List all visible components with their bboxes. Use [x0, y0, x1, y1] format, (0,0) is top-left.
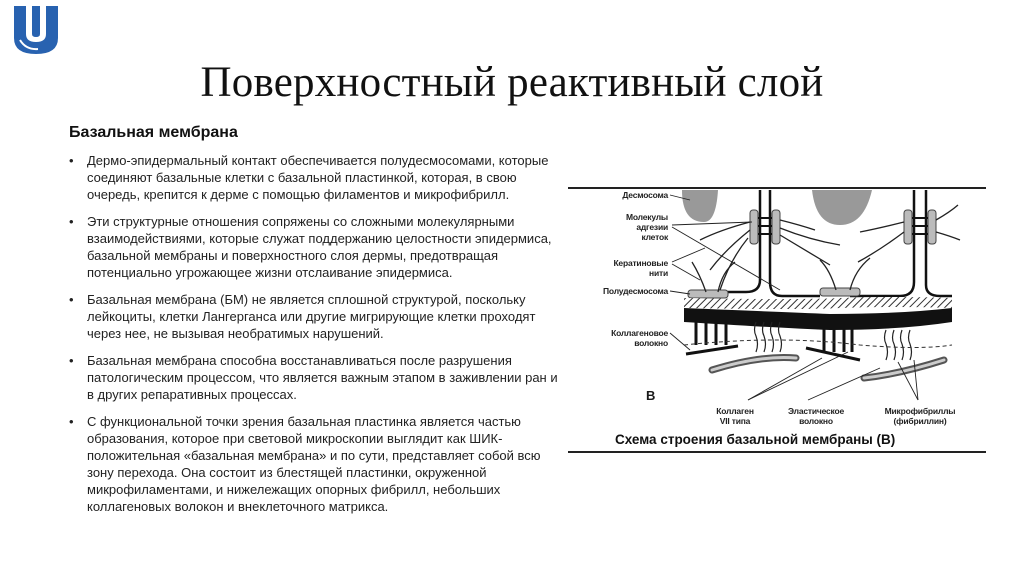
bullet-item: [69, 413, 559, 515]
bullet-item: [69, 291, 559, 342]
label-collagen7-line1: Коллаген: [716, 406, 754, 416]
bullet-dot-icon: •: [69, 153, 74, 168]
slide-title: Поверхностный реактивный слой: [200, 59, 824, 106]
label-keratin-line2: нити: [649, 268, 668, 278]
label-desmosome: Десмосома: [622, 190, 668, 200]
bullet-item: [69, 213, 559, 281]
label-elastic-line2: волокно: [799, 416, 833, 426]
bullet-dot-icon: •: [69, 414, 74, 429]
label-adhesion-line1: Молекулы: [625, 212, 668, 222]
bullet-item: [69, 152, 559, 203]
bullet-dot-icon: •: [69, 214, 74, 229]
bullet-text: Базальная мембрана (БМ) не является сплошной структурой, поскольку лейкоциты, клетки Лангерганса или другие мигрирующие клетки проходят через нее, не вызывая необратимых нарушений.: [87, 292, 536, 341]
bullet-dot-icon: •: [69, 292, 74, 307]
bullet-text: Дермо-эпидермальный контакт обеспечивается полудесмосомами, которые соединяют базальные клетки с базальной пластинкой, которая, в свою очередь, крепится к дерме с помощью филаментов и микрофибрилл.: [87, 153, 549, 202]
label-elastic-line1: Эластическое: [787, 406, 845, 416]
label-adhesion-line3: клеток: [641, 232, 668, 242]
label-hemidesmosome: Полудесмосома: [603, 286, 668, 296]
bullet-dot-icon: •: [69, 353, 74, 368]
label-collagen-fiber-line2: волокно: [634, 338, 668, 348]
bullet-text: Эти структурные отношения сопряжены со сложными молекулярными взаимодействиями, которые служат поддержанию целостности эпидермиса, базальной мембраны и поверхностного слоя дермы, предотвращая потенциально угрожающее жизни отслаивание эпидермиса.: [87, 214, 552, 280]
label-microfibrils-line1: Микрофибриллы: [884, 406, 956, 416]
bullet-list: [69, 152, 559, 525]
bullet-text: Базальная мембрана способна восстанавливаться после разрушения патологическим процессом, что является важным этапом в заживлении ран и в других репаративных процессах.: [87, 353, 558, 402]
figure-letter: B: [646, 388, 656, 403]
label-collagen7-line2: VII типа: [719, 416, 751, 426]
figure-caption: Схема строения базальной мембраны (В): [615, 432, 896, 447]
university-logo-icon: [12, 4, 60, 56]
label-adhesion-line2: адгезии: [636, 222, 668, 232]
section-subtitle: Базальная мембрана: [69, 124, 238, 141]
bullet-item: [69, 352, 559, 403]
label-collagen-fiber-line1: Коллагеновое: [611, 328, 668, 338]
bullet-text: С функциональной точки зрения базальная пластинка является частью образования, которое при световой микроскопии выглядит как ШИК-положительная «базальная мембрана» и по сути, представляет собой всю зону перехода. Она состоит из блестящей пластинки, окруженной микрофиламентами, и нижележащих опорных фибрилл, небольших коллагеновых волокон и внеклеточного матрикса.: [87, 414, 541, 514]
label-keratin-line1: Кератиновые: [613, 258, 668, 268]
label-microfibrils-line2: (фибриллин): [893, 416, 947, 426]
